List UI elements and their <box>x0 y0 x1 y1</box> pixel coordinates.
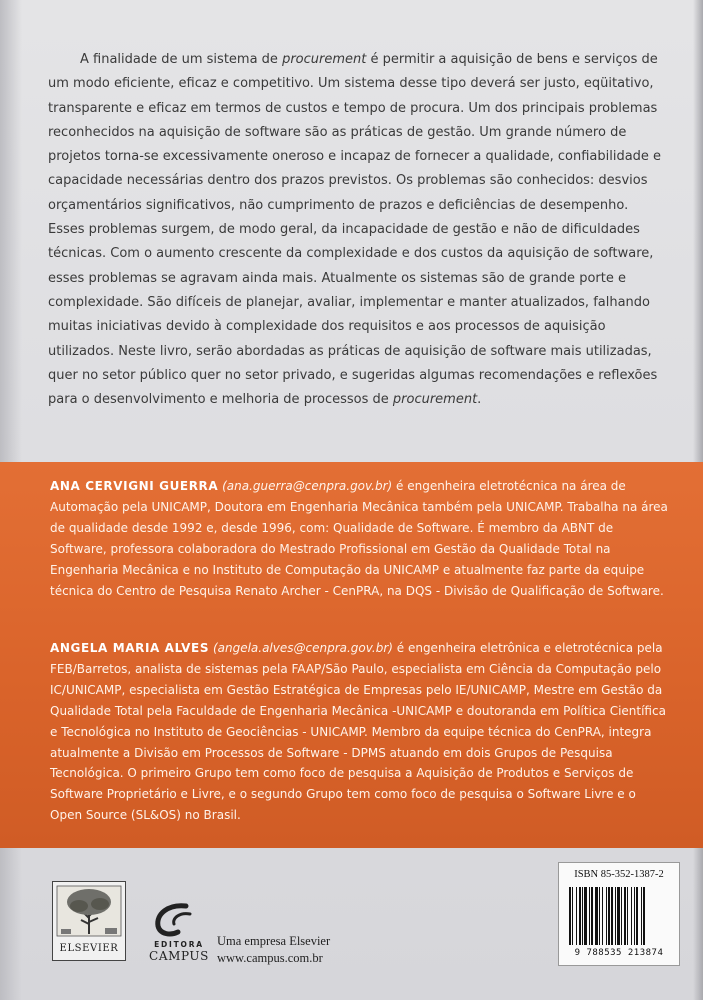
barcode-bar <box>595 887 598 945</box>
synopsis-term-end: procurement <box>392 392 478 408</box>
barcode-bar <box>608 887 610 945</box>
barcode-icon <box>567 887 671 945</box>
author-name-1: ANA CERVIGNI GUERRA <box>50 479 219 493</box>
barcode-bar <box>621 887 622 945</box>
barcode-bar <box>599 887 600 945</box>
synopsis-text-body: é permitir a aquisição de bens e serviços de um modo eficiente, eficaz e competitivo. Um sistema desse tipo deverá ser justo, eqüitativo, transparente e eficaz em termos de custos e tempo de procura. Um dos principais problemas reconhecidos na aquisição de software são as práticas de gestão. Um grande número de projetos torna-se excessivamente oneroso e incapaz de fornecer a qualidade, confiabilidade e capacidade necessárias dentro dos prazos previstos. Os problemas são conhecidos: desvios orçamentários significativos, não cumprimento de prazos e deficiências de desempenho. Esses problemas surgem, de modo geral, da incapacidade de gestão e não de dificuldades técnicas. Com o aumento crescente da complexidade e dos custos da aquisição de software, esses problemas se agravam ainda mais. Atualmente os sistemas são de grande porte e complexidade. São difíceis de planejar, avaliar, implementar e manter atualizados, falhando muitas iniciativas devido à complexidade dos requisitos e aos processos de aquisição utilizados. Neste livro, serão abordadas as práticas de aquisição de software mais utilizadas, quer no setor público quer no setor privado, e sugeridas algumas recomendações e reflexões para o desenvolvimento e melhoria de processos de <box>48 52 662 408</box>
publisher-tagline: Uma empresa Elsevier <box>217 934 331 948</box>
barcode-bar <box>572 887 573 945</box>
synopsis-text-end: . <box>477 392 482 408</box>
barcode-bar <box>584 887 587 945</box>
barcode-bar <box>602 887 603 945</box>
author-name-2: ANGELA MARIA ALVES <box>50 641 210 655</box>
campus-logo <box>146 900 212 962</box>
barcode-bar <box>576 887 577 945</box>
barcode-bar <box>579 887 581 945</box>
barcode-bar <box>615 887 616 945</box>
barcode-bar <box>641 887 642 945</box>
barcode-bar <box>617 887 620 945</box>
barcode-bar <box>582 887 583 945</box>
publisher-website: www.campus.com.br <box>217 951 323 965</box>
barcode-digits: 9 788535 213874 <box>574 948 664 958</box>
barcode-bar <box>589 887 590 945</box>
campus-label-name: CAMPUS <box>149 949 209 962</box>
barcode-bar <box>631 887 632 945</box>
author-email-2: (angela.alves@cenpra.gov.br) <box>212 641 393 655</box>
barcode-bar <box>569 887 571 945</box>
barcode-bar <box>624 887 626 945</box>
campus-label-editora: EDITORA <box>154 940 204 949</box>
barcode-bar <box>606 887 607 945</box>
barcode-bar <box>611 887 613 945</box>
author-bio-text-1: é engenheira eletrotécnica na área de Automação pela UNICAMP, Doutora em Engenharia Mecânica também pela UNICAMP. Trabalha na área de qualidade desde 1992 e, desde 1996, com: Qualidade de Software. É membro da ABNT de Software, professora colaboradora do Mestrado Profissional em Gestão da Qualidade Total na Engenharia Mecânica e no Instituto de Computação da UNICAMP e atualmente faz parte da equipe técnica do Centro de Pesquisa Renato Archer - CenPRA, na DQS - Divisão de Qualificação de Software. <box>50 479 668 598</box>
barcode-bar <box>627 887 628 945</box>
author-email-1: (ana.guerra@cenpra.gov.br) <box>222 479 393 493</box>
isbn-barcode-box <box>558 862 680 966</box>
elsevier-wordmark: ELSEVIER <box>59 943 119 954</box>
barcode-bar <box>591 887 593 945</box>
barcode-bar <box>643 887 645 945</box>
barcode-bar <box>634 887 635 945</box>
author-bio-text-2: é engenheira eletrônica e eletrotécnica pela FEB/Barretos, analista de sistemas pela FAAP/São Paulo, especialista em Ciência da Computação pelo IC/UNICAMP, especialista em Gestão Estratégica de Empresas pelo IE/UNICAMP, Mestre em Gestão da Qualidade Total pela Faculdade de Engenharia Mecânica -UNICAMP e doutoranda em Política Científica e Tecnológica no Instituto de Geociências - UNICAMP. Membro da equipe técnica do CenPRA, integra atualmente a Divisão em Processos de Software - DPMS atuando em dois Grupos de Pesquisa Tecnológica. O primeiro Grupo tem como foco de pesquisa a Aquisição de Produtos e Serviços de Software Proprietário e Livre, e o segundo Grupo tem como foco de pesquisa o Software Livre e o Open Source (SL&OS) no Brasil. <box>50 641 666 823</box>
synopsis-paragraph <box>48 48 664 412</box>
synopsis-term: procurement <box>282 52 367 67</box>
synopsis-text-start: A finalidade de um sistema de <box>80 52 283 67</box>
elsevier-tree-icon <box>53 882 125 940</box>
author-bio-1 <box>50 476 668 601</box>
barcode-bar <box>636 887 638 945</box>
author-bio-2 <box>50 638 668 826</box>
campus-swoosh-icon <box>158 906 186 934</box>
isbn-label: ISBN 85-352-1387-2 <box>574 869 664 880</box>
